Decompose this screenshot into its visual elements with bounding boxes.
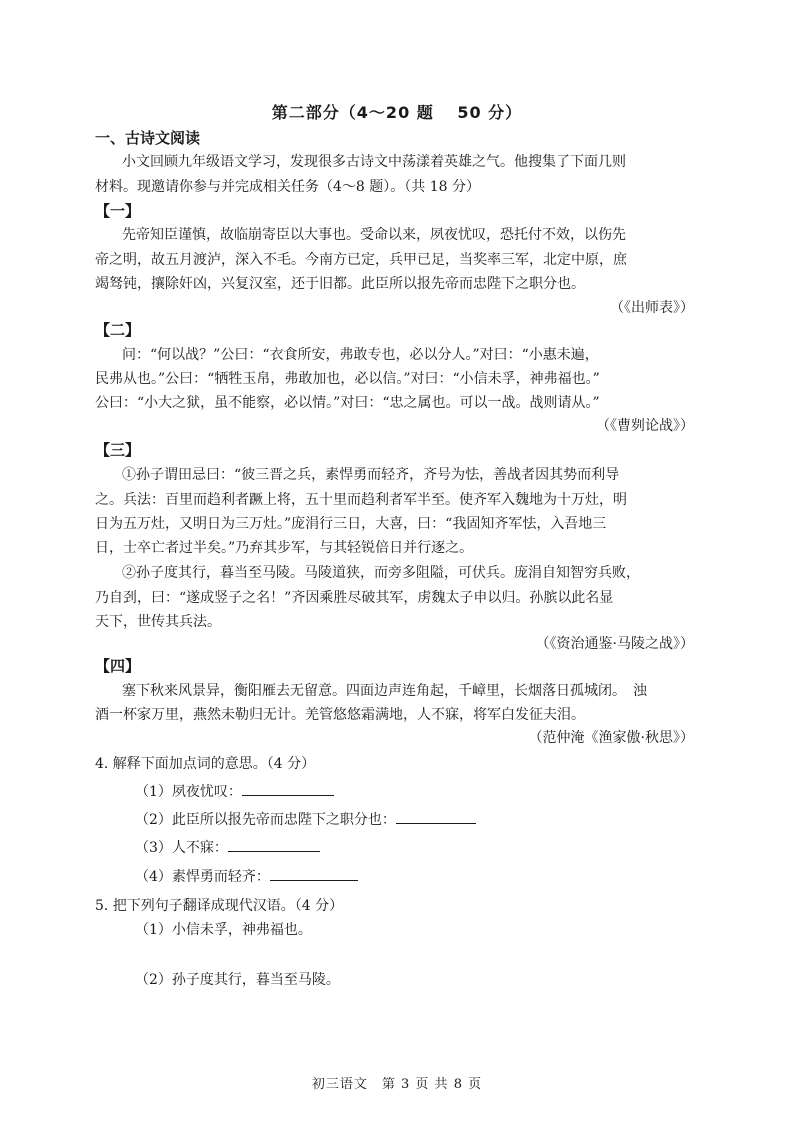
passage-line: 酒一杯家万里，燕然未勒归无计。羌管悠悠霜满地，人不寐，将军白发征夫泪。: [95, 707, 585, 723]
passage-source: （《出师表》）: [610, 300, 694, 316]
passage-line: 日为五万灶，又明日为三万灶。”庞涓行三日，大喜，曰：“我固知齐军怯，入吾地三: [95, 516, 607, 532]
passage-source: （《资治通鉴·马陵之战》）: [535, 636, 694, 652]
passage-line: 塞下秋来风景异，衡阳雁去无留意。四面边声连角起，千嶂里，长烟落日孤城闭。 浊: [122, 683, 647, 699]
question-item-text: （4）素悍勇而轻齐：: [135, 869, 270, 885]
question-item: [135, 865, 358, 887]
passage-line: 公曰：“小大之狱，虽不能察，必以情。”对曰：“忠之属也。可以一战。战则请从。”: [95, 395, 600, 411]
passage-line: ①孙子谓田忌曰：“彼三晋之兵，素悍勇而轻齐，齐号为怯，善战者因其势而利导: [122, 467, 620, 483]
passage-source: （范仲淹《渔家傲·秋思》）: [528, 730, 694, 746]
question-item: [135, 780, 334, 802]
question-item-text: （2）此臣所以报先帝而忠陛下之职分也：: [135, 812, 396, 828]
question-item: （2）孙子度其行，暮当至马陵。: [135, 972, 340, 988]
question-item: （1）小信未孚，神弗福也。: [135, 922, 312, 938]
page-footer: 初三语文 第 3 页 共 8 页: [311, 1077, 483, 1092]
answer-blank[interactable]: [270, 865, 358, 881]
passage-line: 帝之明，故五月渡泸，深入不毛。今南方已定，兵甲已足，当奖率三军，北定中原，庶: [95, 252, 627, 268]
passage-line: 民弗从也。”公曰：“牺牲玉帛，弗敢加也，必以信。”对曰：“小信未孚，神弗福也。”: [95, 371, 600, 387]
question-item: [135, 808, 476, 830]
passage-line: 问：“何以战？”公曰：“衣食所安，弗敢专也，必以分人。”对曰：“小惠未遍，: [122, 347, 599, 363]
answer-blank[interactable]: [242, 780, 334, 796]
passage-label: 【二】: [95, 321, 141, 339]
passage-line: 乃自刭，曰：“遂成竖子之名！”齐因乘胜尽破其军，虏魏太子申以归。孙膑以此名显: [95, 590, 614, 606]
passage-label: 【三】: [95, 441, 141, 459]
section-heading: 一、古诗文阅读: [95, 129, 201, 147]
passage-source: （《曹刿论战》）: [596, 418, 694, 434]
question-stem: 5. 把下列句子翻译成现代汉语。（4 分）: [95, 898, 344, 914]
question-item: [135, 836, 320, 858]
passage-line: 竭驽钝，攘除奸凶，兴复汉室，还于旧都。此臣所以报先帝而忠陛下之职分也。: [95, 276, 585, 292]
passage-label: 【四】: [95, 657, 141, 675]
passage-line: ②孙子度其行，暮当至马陵。马陵道狭，而旁多阻隘，可伏兵。庞涓自知智穷兵败，: [122, 565, 640, 581]
passage-line: 日，士卒亡者过半矣。”乃弃其步军，与其轻锐倍日并行逐之。: [95, 540, 474, 556]
answer-blank[interactable]: [228, 836, 320, 852]
intro-line: 材料。现邀请你参与并完成相关任务（4～8 题）。（共 18 分）: [95, 179, 480, 195]
question-stem: 4. 解释下面加点词的意思。（4 分）: [95, 756, 316, 772]
answer-blank[interactable]: [396, 808, 476, 824]
passage-line: 先帝知臣谨慎，故临崩寄臣以大事也。受命以来，夙夜忧叹，恐托付不效，以伤先: [122, 227, 626, 243]
question-item-text: （1）夙夜忧叹：: [135, 784, 242, 800]
passage-label: 【一】: [95, 202, 141, 220]
passage-line: 之。兵法：百里而趋利者蹶上将，五十里而趋利者军半至。使齐军入魏地为十万灶，明: [95, 492, 627, 508]
passage-line: 天下，世传其兵法。: [95, 614, 221, 630]
part-title: 第二部分（4～20 题 50 分）: [271, 103, 523, 122]
intro-line: 小文回顾九年级语文学习，发现很多古诗文中荡漾着英雄之气。他搜集了下面几则: [122, 154, 626, 170]
question-item-text: （3）人不寐：: [135, 840, 228, 856]
